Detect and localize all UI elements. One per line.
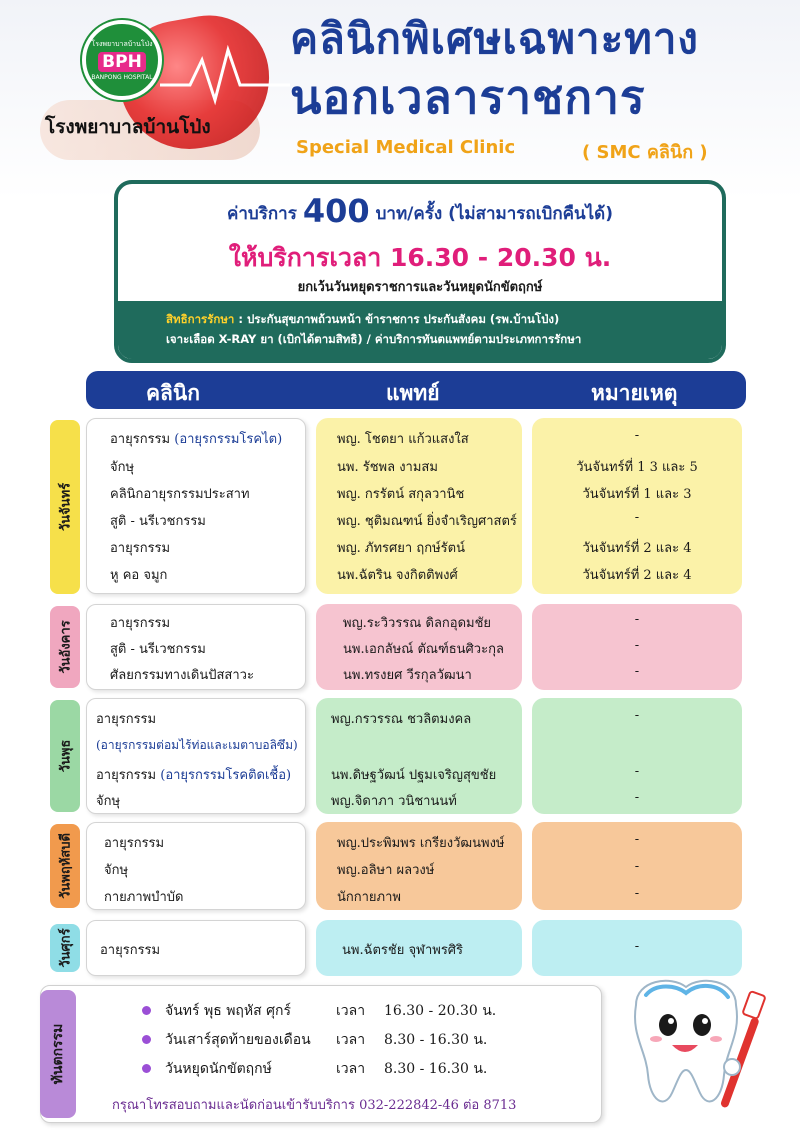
clinic-row: จักษุ [110,460,135,475]
clinic-row [110,428,282,449]
clinic-row: อายุรกรรม [96,712,157,727]
service-fee [118,192,722,230]
note-panel-tuesday [532,604,742,690]
treatment-rights-bar [118,301,722,359]
clinic-name: อายุรกรรม [110,432,175,447]
clinic-row: อายุรกรรม [100,943,161,958]
hospital-logo [82,20,162,100]
note-panel-thursday [532,822,742,910]
dental-time-label: เวลา [336,1003,366,1019]
doctor-row: นพ.เอกลัษณ์ ตัณฑ์ธนศิวะกุล [343,642,504,657]
doctor-row: นพ.ฉัตรชัย จุฬาพรศิริ [342,943,464,958]
clinic-row: อายุรกรรม [104,836,165,851]
page-title-line2: นอกเวลาราชการ [290,70,646,124]
note-row: วันจันทร์ที่ 1 และ 3 [582,487,692,502]
note-panel-monday [532,418,742,594]
tooth-mascot-icon [596,975,776,1125]
clinic-row: ศัลยกรรมทางเดินปัสสาวะ [110,668,254,683]
clinic-row: หู คอ จมูก [110,568,168,583]
doctor-row: พญ.อลิษา ผลวงษ์ [337,863,435,878]
day-tab-wednesday [50,700,80,812]
doctor-row: พญ. โชตยา แก้วแสงใส [337,432,469,447]
service-hours: ให้บริการเวลา 16.30 - 20.30 น. [228,243,612,272]
dental-time: 16.30 - 20.30 น. [384,1003,497,1019]
dental-time-label: เวลา [336,1061,366,1077]
clinic-row: สูติ - นรีเวชกรรม [110,642,206,657]
day-label-wednesday: วันพุธ [58,739,74,773]
note-row: - [634,764,640,779]
dental-days: วันหยุดนักขัตฤกษ์ [165,1061,272,1077]
column-doctor: แพทย์ [386,381,440,405]
day-tab-monday [50,420,80,594]
clinic-row: จักษุ [96,794,121,809]
subtitle-short: ( SMC คลินิก ) [582,142,708,163]
clinic-row: กายภาพบำบัด [104,890,184,905]
day-label-monday: วันจันทร์ [58,482,74,532]
note-row: วันจันทร์ที่ 1 3 และ 5 [576,460,698,475]
logo-bottom-text: BANPONG HOSPITAL [91,74,153,81]
bullet-icon [142,1064,151,1073]
clinic-row [96,736,298,755]
note-row: - [634,510,640,525]
doctor-row: พญ.จิดาภา วนิชานนท์ [331,794,457,809]
rights-text: : ประกันสุขภาพถ้วนหน้า ข้าราชการ ประกันสังคม (รพ.บ้านโป่ง) [234,312,560,326]
note-row: - [634,939,640,954]
logo-top-text: โรงพยาบาลบ้านโป่ง [91,40,153,48]
clinic-row: สูติ - นรีเวชกรรม [110,514,206,529]
heartbeat-icon [160,40,290,110]
clinic-row [96,764,291,785]
day-tab-tuesday [50,606,80,688]
dental-days: จันทร์ พุธ พฤหัส ศุกร์ [165,1003,292,1019]
doctor-row: นพ.ฉัตริน จงกิตติพงศ์ [337,568,458,583]
note-row: - [634,428,640,443]
dental-time-label: เวลา [336,1032,366,1048]
bullet-icon [142,1006,151,1015]
rights-line2: เจาะเลือด X-RAY ยา (เบิกได้ตามสิทธิ) / ค่าบริการทันตแพทย์ตามประเภทการรักษา [166,332,582,346]
rights-label: สิทธิการรักษา [166,312,235,326]
day-label-friday: วันศุกร์ [58,928,74,968]
note-row: - [634,886,640,901]
service-info-box [114,180,726,363]
doctor-row: พญ.กรวรรณ ชวลิตมงคล [331,712,472,727]
note-panel-wednesday [532,698,742,814]
note-panel-friday [532,920,742,976]
page-title-line1: คลินิกพิเศษเฉพาะทาง [290,14,699,63]
clinic-subtype: (อายุรกรรมโรคติดเชื้อ) [160,768,292,783]
doctor-row: พญ. ชุติมณฑน์ ยิ่งจำเริญศาสตร์ [337,514,517,529]
note-row: วันจันทร์ที่ 2 และ 4 [582,568,692,583]
fee-amount: 400 [302,192,370,230]
clinic-row: อายุรกรรม [110,616,171,631]
note-row: - [634,832,640,847]
day-tab-friday [50,924,80,972]
fee-suffix: บาท/ครั้ง (ไม่สามารถเบิกคืนได้) [375,204,613,224]
hospital-name: โรงพยาบาลบ้านโป่ง [45,116,211,138]
contact-info: กรุณาโทรสอบถามและนัดก่อนเข้ารับบริการ 032-222842-46 ต่อ 8713 [112,1098,517,1113]
day-label-thursday: วันพฤหัสบดี [58,833,74,899]
column-header-bar [86,371,746,409]
clinic-name: อายุรกรรม [96,768,161,783]
doctor-row: พญ.ประพิมพร เกรียงวัฒนพงษ์ [337,836,505,851]
note-row: - [634,859,640,874]
day-tab-thursday [50,824,80,908]
logo-mark: BPH [98,52,146,72]
note-row: - [634,664,640,679]
clinic-row: จักษุ [104,863,129,878]
note-row: - [634,708,640,723]
column-clinic: คลินิก [146,381,200,405]
clinic-subtype: (อายุรกรรมโรคไต) [174,432,283,447]
doctor-row: นพ.ดิษฐวัฒน์ ปฐมเจริญสุขชัย [331,768,497,783]
note-row: - [634,790,640,805]
column-note: หมายเหตุ [591,381,678,405]
clinic-row: คลินิกอายุรกรรมประสาท [110,487,250,502]
bullet-icon [142,1035,151,1044]
fee-prefix: ค่าบริการ [227,204,297,224]
dental-time: 8.30 - 16.30 น. [384,1032,488,1048]
clinic-subtype: (อายุรกรรมต่อมไร้ท่อและเมตาบอลิซึม) [96,738,298,752]
rights-line1 [166,309,710,329]
doctor-row: นักกายภาพ [337,890,401,905]
doctor-row: พญ.ระวิวรรณ ดิลกอุดมชัย [343,616,492,631]
dental-label: ทันตกรรม [50,1023,66,1085]
doctor-row: พญ. ภัทรศยา ฤกษ์รัตน์ [337,541,465,556]
day-tab-dental [40,990,76,1118]
note-row: วันจันทร์ที่ 2 และ 4 [582,541,692,556]
dental-days: วันเสาร์สุดท้ายของเดือน [165,1032,311,1048]
holiday-exception: ยกเว้นวันหยุดราชการและวันหยุดนักขัตฤกษ์ [297,280,543,295]
subtitle-english: Special Medical Clinic [296,137,516,158]
doctor-row: นพ. รัชพล งามสม [337,460,438,475]
clinic-row: อายุรกรรม [110,541,171,556]
dental-time: 8.30 - 16.30 น. [384,1061,488,1077]
doctor-row: นพ.ทรงยศ วีรกุลวัฒนา [343,668,472,683]
note-row: - [634,638,640,653]
note-row: - [634,612,640,627]
doctor-row: พญ. กรรัตน์ สกุลวานิช [337,487,465,502]
day-label-tuesday: วันอังคาร [58,620,74,674]
